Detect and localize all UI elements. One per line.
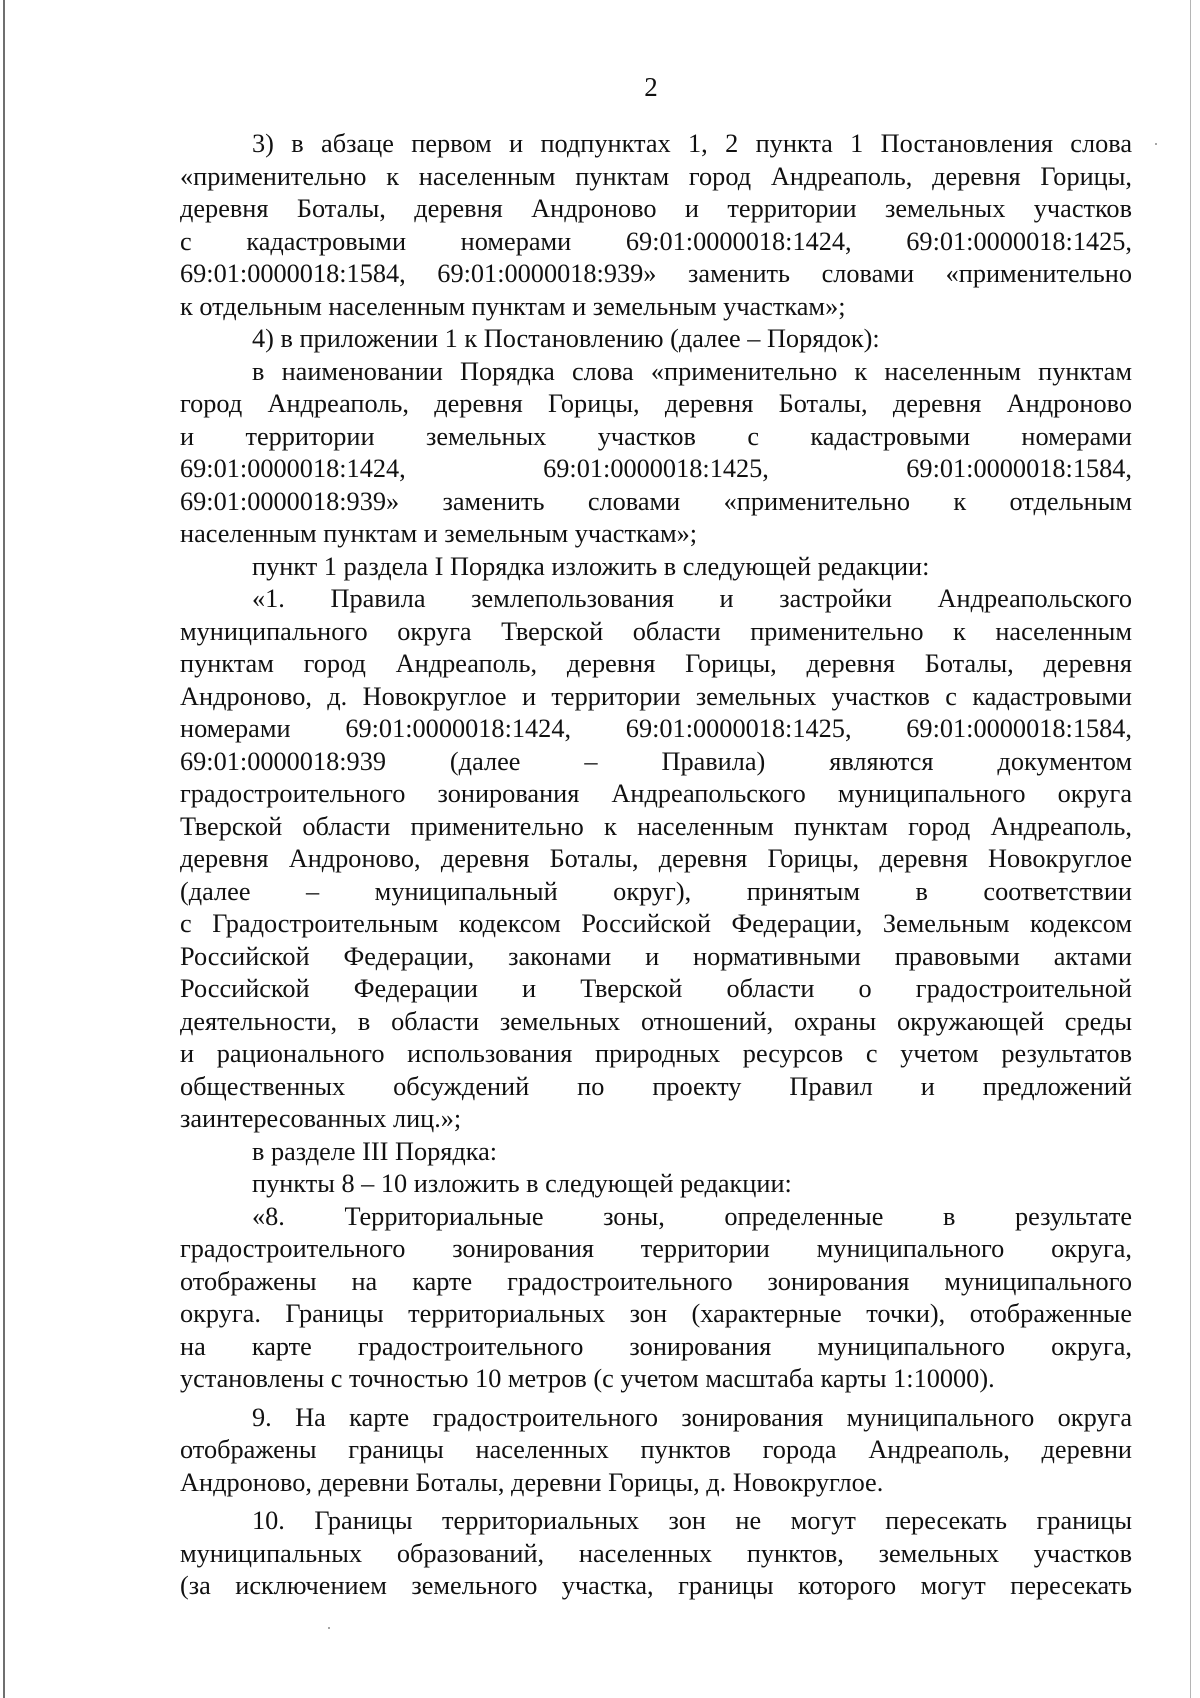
document-body <box>180 128 1132 1603</box>
text-line: с Градостроительным кодексом Российской Федерации, Земельным кодексом <box>180 909 1132 938</box>
text-line: градостроительного зонирования Андреапольского муниципального округа <box>180 779 1132 808</box>
text-line: округа. Границы территориальных зон (характерные точки), отображенные <box>180 1299 1132 1328</box>
text-line: (за исключением земельного участка, границы которого могут пересекать <box>180 1571 1132 1600</box>
text-line: муниципального округа Тверской области применительно к населенным <box>180 616 1132 646</box>
text-line: «8. Территориальные зоны, определенные в результате <box>252 1201 1132 1231</box>
text-line: отображены границы населенных пунктов города Андреаполь, деревни <box>180 1435 1132 1464</box>
text-line: градостроительного зонирования территории муниципального округа, <box>180 1234 1132 1263</box>
text-line: в наименовании Порядка слова «применительно к населенным пунктам <box>252 356 1132 386</box>
text-line: в разделе III Порядка: <box>252 1136 498 1166</box>
text-line: деятельности, в области земельных отношений, охраны окружающей среды <box>180 1006 1132 1036</box>
text-line: «применительно к населенным пунктам город Андреаполь, деревня Горицы, <box>180 161 1132 191</box>
text-line: и территории земельных участков с кадастровыми номерами <box>180 421 1132 451</box>
scan-speck <box>328 1627 330 1629</box>
text-line: установлены с точностью 10 метров (с учетом масштаба карты 1:10000). <box>180 1364 995 1393</box>
text-line: 10. Границы территориальных зон не могут пересекать границы <box>252 1506 1132 1535</box>
text-line: населенным пунктам и земельным участкам»; <box>180 519 698 548</box>
text-line: Тверской области применительно к населенным пунктам город Андреаполь, <box>180 811 1132 841</box>
text-line: с кадастровыми номерами 69:01:0000018:1424, 69:01:0000018:1425, <box>180 226 1132 256</box>
scan-speck <box>1155 143 1157 145</box>
text-line: (далее – муниципальный округ), принятым в соответствии <box>180 876 1132 906</box>
text-line: Андроново, деревни Боталы, деревни Горицы, д. Новокруглое. <box>180 1467 884 1497</box>
text-line: общественных обсуждений по проекту Правил и предложений <box>180 1071 1132 1101</box>
scan-right-edge <box>1190 0 1191 1698</box>
text-line: город Андреаполь, деревня Горицы, деревня Боталы, деревня Андроново <box>180 389 1132 418</box>
text-line: деревня Боталы, деревня Андроново и территории земельных участков <box>180 194 1132 223</box>
text-line: на карте градостроительного зонирования муниципального округа, <box>180 1331 1132 1361</box>
text-line: 4) в приложении 1 к Постановлению (далее – Порядок): <box>252 324 880 353</box>
text-line: 69:01:0000018:1584, 69:01:0000018:939» заменить словами «применительно <box>180 259 1132 288</box>
text-line: 3) в абзаце первом и подпунктах 1, 2 пункта 1 Постановления слова <box>252 129 1132 158</box>
text-line: номерами 69:01:0000018:1424, 69:01:0000018:1425, 69:01:0000018:1584, <box>180 714 1132 743</box>
text-line: 69:01:0000018:939» заменить словами «применительно к отдельным <box>180 486 1132 516</box>
text-line: к отдельным населенным пунктам и земельным участкам»; <box>180 291 846 321</box>
text-line: пункты 8 – 10 изложить в следующей редакции: <box>252 1169 792 1198</box>
text-line: Андроново, д. Новокруглое и территории земельных участков с кадастровыми <box>180 681 1132 711</box>
text-line: пунктам город Андреаполь, деревня Горицы, деревня Боталы, деревня <box>180 649 1132 678</box>
text-line: и рационального использования природных ресурсов с учетом результатов <box>180 1039 1132 1068</box>
text-line: отображены на карте градостроительного зонирования муниципального <box>180 1266 1132 1296</box>
text-line: Российской Федерации и Тверской области о градостроительной <box>180 974 1132 1003</box>
text-line: Российской Федерации, законами и нормативными правовыми актами <box>180 941 1132 971</box>
text-line: пункт 1 раздела I Порядка изложить в следующей редакции: <box>252 551 930 581</box>
text-line: муниципальных образований, населенных пунктов, земельных участков <box>180 1538 1132 1568</box>
scan-left-edge <box>3 0 5 1698</box>
text-line: 69:01:0000018:1424, 69:01:0000018:1425, 69:01:0000018:1584, <box>180 454 1132 483</box>
text-line: деревня Андроново, деревня Боталы, деревня Горицы, деревня Новокруглое <box>180 844 1132 873</box>
text-line: 9. На карте градостроительного зонирования муниципального округа <box>252 1402 1132 1432</box>
text-line: 69:01:0000018:939 (далее – Правила) являются документом <box>180 746 1132 776</box>
text-line: заинтересованных лиц.»; <box>180 1104 462 1133</box>
page-number: 2 <box>644 72 658 102</box>
text-line: «1. Правила землепользования и застройки Андреапольского <box>252 584 1132 613</box>
